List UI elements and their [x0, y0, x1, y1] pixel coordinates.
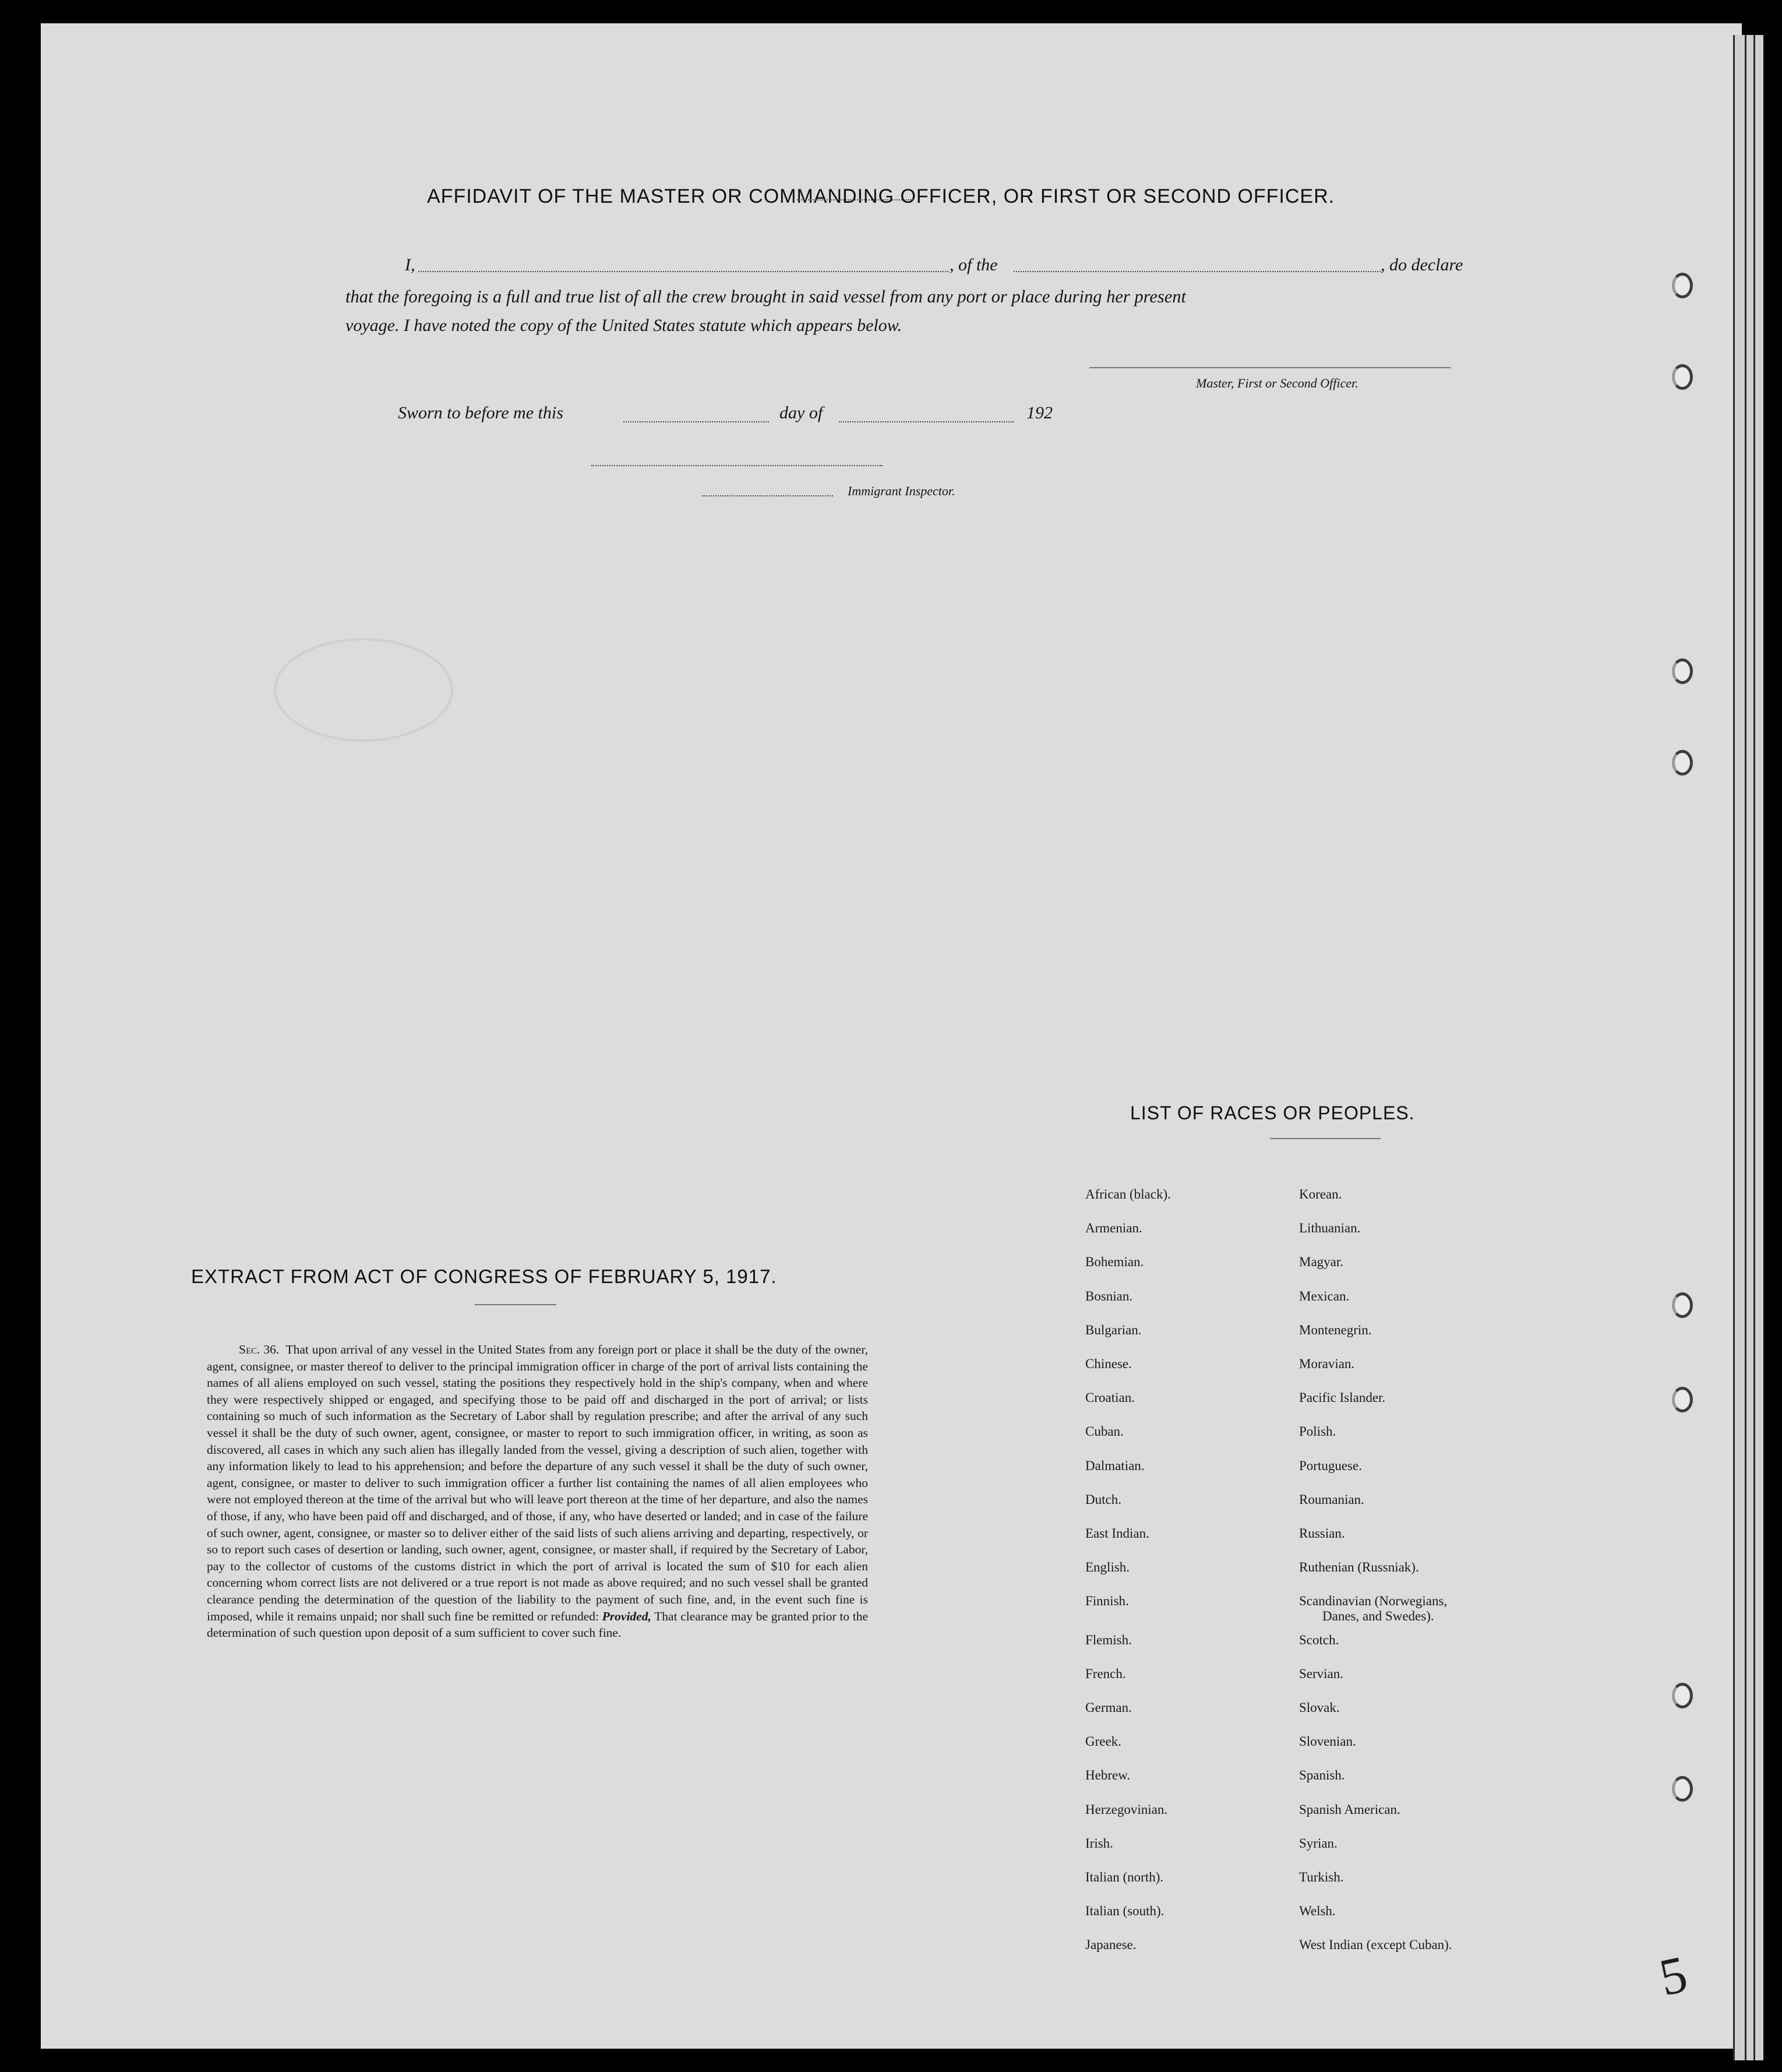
- race-item: Italian (north).: [1085, 1870, 1164, 1884]
- race-item: Syrian.: [1299, 1835, 1338, 1851]
- race-item: East Indian.: [1085, 1526, 1149, 1541]
- race-item: Welsh.: [1299, 1904, 1336, 1919]
- race-item: English.: [1085, 1560, 1130, 1575]
- inspector-caption: Immigrant Inspector.: [848, 484, 955, 498]
- race-item: Russian.: [1299, 1526, 1345, 1541]
- race-item: Lithuanian.: [1299, 1221, 1361, 1236]
- of-the-label: , of the: [950, 255, 998, 274]
- race-item: Servian.: [1299, 1666, 1344, 1681]
- race-item: Cuban.: [1085, 1424, 1124, 1439]
- race-item: Mexican.: [1299, 1288, 1350, 1303]
- officer-signature-caption: Master, First or Second Officer.: [1196, 376, 1358, 390]
- race-item: Armenian.: [1085, 1221, 1142, 1236]
- sworn-day-line[interactable]: [623, 421, 769, 422]
- inspector-signature-line[interactable]: [702, 495, 833, 496]
- declaration-line-2: voyage. I have noted the copy of the United States statute which appears below.: [345, 316, 902, 335]
- race-item: French.: [1085, 1666, 1126, 1681]
- race-item: West Indian (except Cuban).: [1299, 1937, 1452, 1953]
- races-underline: [1270, 1138, 1381, 1139]
- extract-title: EXTRACT FROM ACT OF CONGRESS OF FEBRUARY 5, 1917.: [191, 1266, 777, 1287]
- provided-label: Provided,: [602, 1609, 651, 1623]
- race-item: Greek.: [1085, 1734, 1121, 1749]
- race-item: Ruthenian (Russniak).: [1299, 1560, 1419, 1575]
- race-item: Hebrew.: [1085, 1768, 1131, 1783]
- title-underline: [797, 199, 913, 200]
- vessel-name-line[interactable]: [1014, 271, 1381, 272]
- race-item: Slovenian.: [1299, 1734, 1356, 1749]
- section-label: Sec. 36.: [239, 1342, 280, 1356]
- sworn-month-line[interactable]: [839, 421, 1014, 422]
- race-item: Japanese.: [1085, 1937, 1137, 1953]
- races-title: LIST OF RACES OR PEOPLES.: [1130, 1102, 1415, 1123]
- document-page: [41, 23, 1742, 2049]
- race-item: Dutch.: [1085, 1492, 1121, 1507]
- race-item: Roumanian.: [1299, 1492, 1364, 1507]
- race-item: Irish.: [1085, 1835, 1113, 1851]
- race-item: Turkish.: [1299, 1870, 1344, 1884]
- race-item: Croatian.: [1085, 1390, 1135, 1405]
- officer-signature-line[interactable]: [1089, 367, 1451, 368]
- binder-hole: [1672, 1292, 1693, 1318]
- handwritten-page-number: 5: [1654, 1945, 1692, 2007]
- binder-hole: [1672, 364, 1693, 390]
- race-item: Scotch.: [1299, 1632, 1339, 1647]
- day-of-label: day of: [779, 403, 823, 422]
- inspector-signature-line-upper[interactable]: [591, 465, 883, 466]
- declarant-label: I,: [405, 255, 415, 274]
- race-item: Bohemian.: [1085, 1255, 1144, 1270]
- sworn-label: Sworn to before me this: [398, 403, 563, 422]
- statute-text: [207, 1341, 868, 1641]
- binder-hole: [1672, 273, 1693, 298]
- race-item: Chinese.: [1085, 1356, 1132, 1371]
- binder-hole: [1672, 1776, 1693, 1802]
- race-item: Italian (south).: [1085, 1904, 1165, 1919]
- affidavit-title: AFFIDAVIT OF THE MASTER OR COMMANDING OFFICER, OR FIRST OR SECOND OFFICER.: [427, 185, 1335, 207]
- race-item: Moravian.: [1299, 1356, 1355, 1371]
- race-item: Korean.: [1299, 1187, 1342, 1201]
- do-declare-label: , do declare: [1381, 255, 1463, 274]
- race-item: Dalmatian.: [1085, 1458, 1145, 1473]
- statute-body: That upon arrival of any vessel in the United States from any foreign port or place it shall be the duty of the owner, agent, consignee, or master thereof to deliver to the principal immigration officer in charge of the port of arrival lists containing the names of all aliens employed on such vessel, stating the positions they respectively hold in the ship's company, when and where they were respectively shipped or engaged, and specifying those to be paid off and discharged in the port of arrival; or lists containing so much of such information as the Secretary of Labor shall by regulation prescribe; and after the arrival of any such vessel it shall be the duty of such owner, agent, consignee, or master to report to such immigration officer, in writing, as soon as discovered, all cases in which any such alien has illegally landed from the vessel, giving a description of such alien, together with any information likely to lead to his apprehension; and before the departure of any such vessel it shall be the duty of such owner, agent, consignee, or master to deliver to such immigration officer a further list containing the names of all alien employees who were not employed thereon at the time of the arrival but who will leave port thereon at the time of her departure, and also the names of those, if any, who have been paid off and discharged, and of those, if any, who have deserted or landed; and in case of the failure of such owner, agent, consignee, or master so to deliver either of the said lists of such aliens arriving and departing, respectively, or so to report such cases of desertion or landing, such owner, agent, consignee, or master shall, if required by the Secretary of Labor, pay to the collector of customs of the customs district in which the port of arrival is located the sum of $10 for each alien concerning whom correct lists are not delivered or a true report is not made as above required; and no such vessel shall be granted clearance pending the determination of the question of the liability to the payment of such fine, and, in the event such fine is imposed, while it remains unpaid; nor shall such fine be remitted or refunded:: [207, 1342, 869, 1623]
- race-item: Portuguese.: [1299, 1458, 1362, 1473]
- race-item: Spanish.: [1299, 1768, 1345, 1783]
- race-item: African (black).: [1085, 1187, 1171, 1201]
- binder-hole: [1672, 750, 1693, 776]
- declarant-name-line[interactable]: [418, 271, 948, 272]
- race-item: Montenegrin.: [1299, 1322, 1372, 1337]
- extract-underline: [475, 1304, 556, 1305]
- race-item: Flemish.: [1085, 1632, 1132, 1647]
- declaration-line-1: that the foregoing is a full and true list of all the crew brought in said vessel from any port or place during her present: [345, 287, 1187, 306]
- race-item: German.: [1085, 1700, 1132, 1715]
- page-edge: [1733, 35, 1745, 2060]
- statute-proviso: That clearance may be granted prior to the determination of such question upon deposit of a sum sufficient to cover such fine.: [207, 1609, 868, 1640]
- year-label: 192: [1026, 403, 1053, 422]
- race-item: Magyar.: [1299, 1255, 1344, 1270]
- binder-hole: [1672, 1387, 1693, 1412]
- binder-hole: [1672, 658, 1693, 684]
- race-item: Scandinavian (Norwegians,: [1299, 1594, 1448, 1609]
- race-item: Slovak.: [1299, 1700, 1340, 1715]
- race-item: Spanish American.: [1299, 1802, 1400, 1817]
- race-item: Pacific Islander.: [1299, 1390, 1386, 1405]
- race-item: Danes, and Swedes).: [1322, 1609, 1434, 1624]
- binder-hole: [1672, 1683, 1693, 1708]
- race-item: Bulgarian.: [1085, 1322, 1142, 1337]
- race-item: Polish.: [1299, 1424, 1336, 1439]
- faint-stamp: [274, 638, 453, 742]
- page-edge: [1753, 35, 1763, 2060]
- race-item: Herzegovinian.: [1085, 1802, 1168, 1817]
- race-item: Finnish.: [1085, 1594, 1129, 1609]
- race-item: Bosnian.: [1085, 1288, 1133, 1303]
